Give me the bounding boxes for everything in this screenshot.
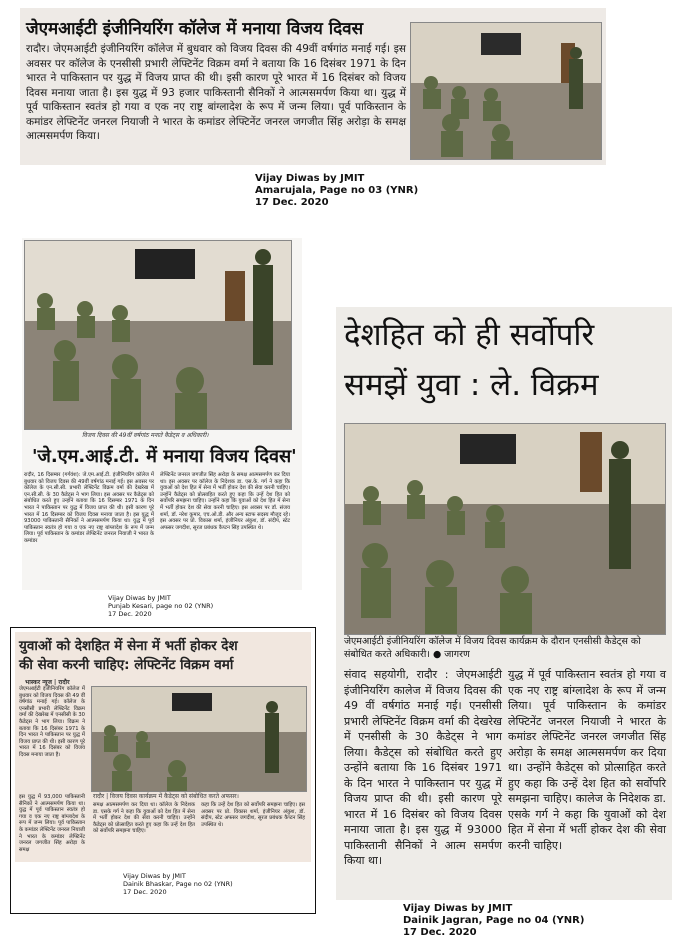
amarujala-headline: जेएमआईटी इंजीनियरिंग कॉलेज में मनाया विजय दिवस bbox=[26, 19, 364, 39]
amarujala-photo bbox=[410, 22, 602, 160]
dainik-bhaskar-body-mid: समक्ष आत्मसमर्पण कर दिया था। कॉलेज के निदेशक डा. एसके गर्ग ने कहा कि युवाओं को देश हित में सेना में भर्ती होकर देश की सेवा करनी चाहिए। उन्होंने कैडेट्स को प्रोत्साहित करते हुए कहा कि उन्हें देश हित को सर्वोपरि समझना चाहिए। bbox=[93, 802, 195, 835]
dainik-bhaskar-photo-caption: रादौर | विजय दिवस कार्यक्रम में कैडेट्स को संबोधित करते अफसर। bbox=[93, 793, 239, 800]
punjab-kesari-photo bbox=[24, 240, 292, 430]
punjab-kesari-clipping bbox=[22, 238, 302, 590]
punjab-kesari-body-right: लेफ्टिनेंट जनरल जगजीत सिंह अरोड़ा के समक्ष आत्मसमर्पण कर दिया था। इस अवसर पर कॉलेज के निदेशक डा. एस.के. गर्ग ने कहा कि युवाओं को देश हित में सेना में भर्ती होकर देश की सेवा करनी चाहिए। उन्होंने कैडेट्स को प्रोत्साहित करते हुए कहा कि उन्हें देश हित को सर्वोपरि समझना चाहिए। उन्होंने कहा कि युवाओं को देश हित में सेना में भर्ती होकर देश की सेवा करनी चाहिए। इस अवसर पर डॉ. संजय शर्मा, डॉ. नरेश कुमार, एच.ओ.डी. और अन्य स्टाफ सदस्य मौजूद रहे। इस अवसर पर प्रो. विकास शर्मा, इंजीनियर अंकुश, डॉ. संदीप, स्टेट अफसर जगदीश, सूरज प्रबंधक कैप्टन सिंह उपस्थित थे। bbox=[160, 472, 290, 531]
dainik-bhaskar-headline-line2: की सेवा करनी चाहिए: लेफ्टिनेंट विक्रम वर्मा bbox=[19, 657, 234, 673]
caption-source: Dainik Jagran, Page no 04 (YNR) bbox=[403, 915, 585, 926]
caption-date: 17 Dec. 2020 bbox=[108, 610, 152, 618]
punjab-kesari-body-left: रादौर, 16 दिसम्बर (गर्गवंश): जे.एम.आई.टी. इंजीनियरिंग कॉलेज में बुधवार को विजय दिवस की 49वीं वर्षगांठ मनाई गई। इस अवसर पर कॉलेज के एन.सी.सी. प्रभारी लेफ्टिनेंट विक्रम वर्मा की देखरेख में एन.सी.सी. के 30 कैडेट्स ने भाग लिया। इस अवसर पर कैडेट्स को संबोधित करते हुए उन्होंने बताया कि 16 दिसम्बर 1971 के दिन भारत ने पाकिस्तान पर युद्ध में विजय प्राप्त की थी। इसी कारण पूरे भारत में 16 दिसम्बर को विजय दिवस मनाया जाता है। इस युद्ध में 93000 पाकिस्तानी सैनिकों ने आत्मसमर्पण किया था। युद्ध में पूर्व पाकिस्तान स्वतंत्र हो गया व एक नए राष्ट्र बांग्लादेश के रूप में जन्म लिया। पूर्व पाकिस्तान के कमांडर लेफ्टिनेंट जनरल नियाजी ने भारत के कमांडर bbox=[24, 472, 154, 544]
caption-date: 17 Dec. 2020 bbox=[123, 888, 167, 896]
dainik-jagran-source-caption bbox=[403, 903, 584, 939]
dainik-bhaskar-byline: भास्कर न्यूज | रादौर bbox=[25, 679, 70, 686]
dainik-jagran-headline-line1: देशहित को ही सर्वोपरि bbox=[344, 317, 595, 353]
amarujala-article-body: रादौर। जेएमआईटी इंजीनियरिंग कॉलेज में बुधवार को विजय दिवस की 49वीं वर्षगांठ मनाई गई। इस अवसर पर कॉलेज के एनसीसी प्रभारी लेफ्टिनेंट विक्रम वर्मा ने बताया कि 16 दिसंबर 1971 के दिन भारत ने पाकिस्तान पर युद्ध में विजय प्राप्त की थी। इसी कारण पूरे भारत में 16 दिसंबर को विजय दिवस मनाया जाता है। इस युद्ध में 93 हजार पाकिस्तानी सैनिकों ने आत्मसमर्पण किया था। युद्ध में पूर्व पाकिस्तान स्वतंत्र हो गया व एक नए राष्ट्र बांग्लादेश के रूप में जन्म लिया। पूर्व पाकिस्तान के कमांडर लेफ्टिनेंट जनरल नियाजी ने भारत के कमांडर लेफ्टिनेंट जनरल जगजीत सिंह अरोड़ा के समक्ष आत्मसमर्पण किया। bbox=[26, 43, 406, 142]
dainik-bhaskar-body-right: कहा कि उन्हें देश हित को सर्वोपरि समझना चाहिए। इस अवसर पर प्रो. विकास शर्मा, इंजीनियर अंकुश, डॉ. संदीप, स्टेट अफसर जगदीश, सूरज प्रबंधक कैप्टन सिंह उपस्थित थे। bbox=[201, 802, 305, 828]
dainik-jagran-clipping bbox=[336, 307, 672, 900]
caption-source: Punjab Kesari, page no 02 (YNR) bbox=[108, 602, 214, 610]
dainik-bhaskar-photo bbox=[91, 686, 307, 792]
punjab-kesari-headline: 'जे.एम.आई.टी. में मनाया विजय दिवस' bbox=[32, 446, 297, 467]
caption-title: Vijay Diwas by JMIT bbox=[108, 594, 171, 602]
dainik-bhaskar-body-left-2: इस युद्ध में 93,000 पाकिस्तानी सैनिकों ने आत्मसमर्पण किया था। युद्ध में पूर्व पाकिस्तान स्वतंत्र हो गया व एक नए राष्ट्र बांग्लादेश के रूप में जन्म लिया। पूर्व पाकिस्तान के कमांडर लेफ्टिनेंट जनरल नियाजी ने भारत के कमांडर लेफ्टिनेंट जनरल जगजीत सिंह अरोड़ा के समक्ष bbox=[19, 794, 85, 853]
dainik-bhaskar-source-caption bbox=[123, 872, 233, 896]
dainik-jagran-column-right: युद्ध में पूर्व पाकिस्तान स्वतंत्र हो गया व एक नए राष्ट्र बांग्लादेश के रूप में जन्म लिया। पूर्व पाकिस्तान के कमांडर लेफ्टिनेंट जनरल नियाजी ने भारत के कमांडर लेफ्टिनेंट जनरल जगजीत सिंह अरोड़ा के समक्ष आत्मसमर्पण कर दिया था। उन्होंने कैडेट्स को प्रोत्साहित करते हुए कहा कि उन्हें देश हित को सर्वोपरि समझना चाहिए। कालेज के निदेशक डा. एसके गर्ग ने कहा कि युवाओं को देश हित में सेना में भर्ती होकर देश की सेवा करनी चाहिए। bbox=[508, 668, 666, 852]
caption-title: Vijay Diwas by JMIT bbox=[123, 872, 186, 880]
caption-title: Vijay Diwas by JMIT bbox=[255, 173, 365, 184]
caption-title: Vijay Diwas by JMIT bbox=[403, 903, 513, 914]
dainik-bhaskar-clipping bbox=[10, 627, 316, 914]
caption-source: Amarujala, Page no 03 (YNR) bbox=[255, 185, 419, 196]
dainik-bhaskar-body-left: जेएमआईटी इंजीनियरिंग कॉलेज में बुधवार को विजय दिवस की 49 वीं वर्षगांठ मनाई गई। कॉलेज के एनसीसी प्रभारी लेफ्टिनेंट विक्रम वर्मा की देखरेख में एनसीसी के 30 कैडेट्स ने भाग लिया। विक्रम ने बताया कि 16 दिसंबर 1971 के दिन भारत ने पाकिस्तान पर युद्ध में विजय प्राप्त की थी। इसी कारण पूरे भारत में 16 दिसंबर को विजय दिवस मनाया जाता है। bbox=[19, 686, 85, 758]
dainik-jagran-photo bbox=[344, 423, 666, 635]
caption-source: Dainik Bhaskar, Page no 02 (YNR) bbox=[123, 880, 233, 888]
amarujala-clipping bbox=[20, 8, 606, 165]
punjab-kesari-source-caption bbox=[108, 594, 213, 618]
dainik-bhaskar-headline-line1: युवाओं को देशहित में सेना में भर्ती होकर देश bbox=[19, 638, 238, 654]
caption-date: 17 Dec. 2020 bbox=[255, 197, 329, 208]
dainik-jagran-column-left: संवाद सहयोगी, रादौर : जेएमआईटी इंजीनियरिंग कालेज में विजय दिवस की 49 वीं वर्षगांठ मनाई गई। एनसीसी प्रभारी लेफ्टिनेंट विक्रम वर्मा की देखरेख में एनसीसी के 30 कैडेट्स ने भाग लिया। कैडेट्स को संबोधित करते हुए उन्होंने बताया कि 16 दिसंबर 1971 के दिन भारत ने पाकिस्तान पर युद्ध में विजय प्राप्त की थी। इसी कारण पूरे भारत में 16 दिसंबर को विजय दिवस मनाया जाता है। इस युद्ध में 93000 पाकिस्तानी सैनिकों ने आत्म समर्पण किया था। bbox=[344, 668, 502, 867]
amarujala-source-caption bbox=[255, 173, 418, 209]
dainik-jagran-photo-caption: जेएमआईटी इंजीनियरिंग कॉलेज में विजय दिवस कार्यक्रम के दौरान एनसीसी कैडेट्स को संबोधित करते अधिकारी। ● जागरण bbox=[344, 636, 641, 660]
caption-date: 17 Dec. 2020 bbox=[403, 927, 477, 938]
punjab-kesari-photo-caption: विजय दिवस की 49वीं वर्षगांठ मनाते कैडेट्स व अधिकारी। bbox=[82, 432, 209, 439]
dainik-jagran-headline-line2: समझें युवा : ले. विक्रम bbox=[344, 367, 599, 403]
